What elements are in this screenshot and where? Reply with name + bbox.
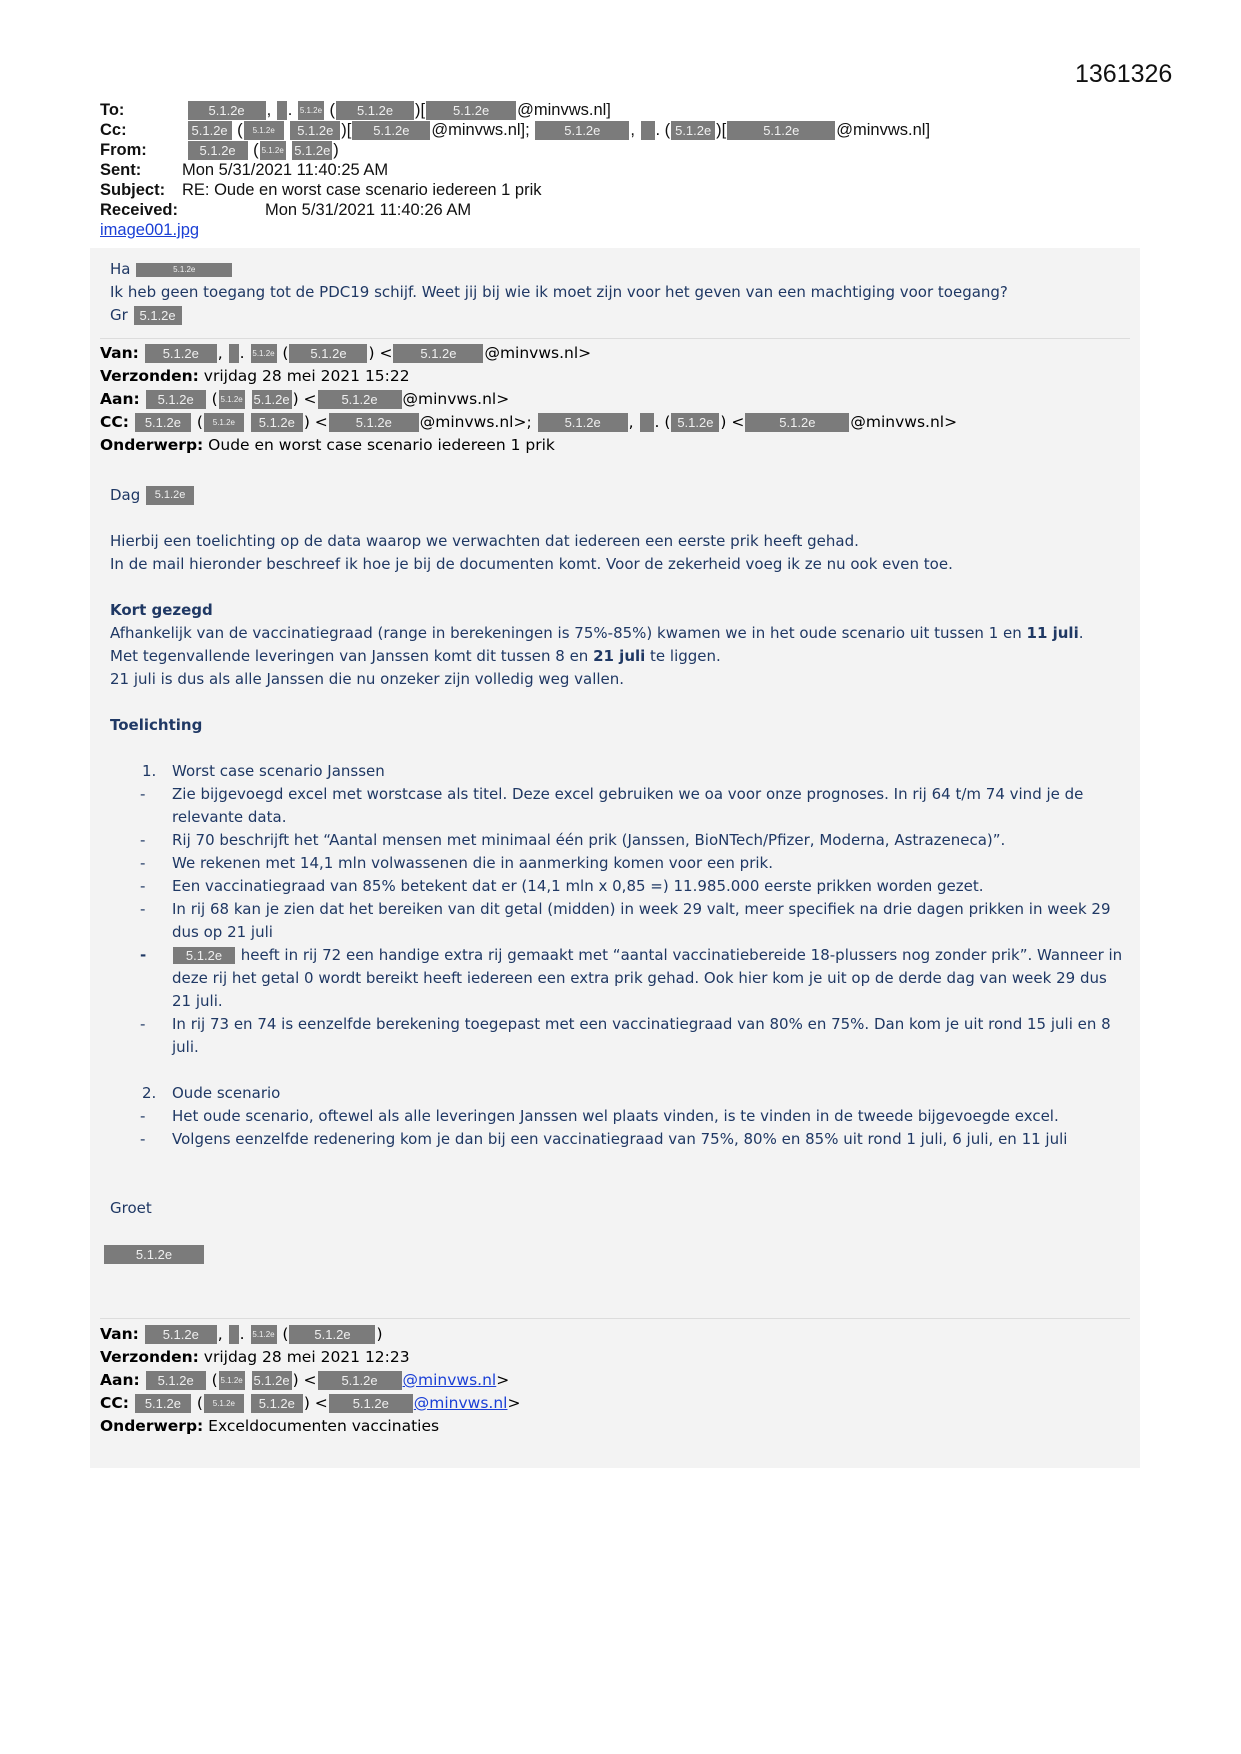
redaction: 5.1.2e	[188, 141, 248, 160]
verzonden-value: vrijdag 28 mei 2021 15:22	[203, 367, 410, 385]
kort-line-1: Afhankelijk van de vaccinatiegraad (range in berekeningen is 75%-85%) kwamen we in het oude scenario uit tussen 1 en 11 juli.	[110, 624, 1084, 642]
redaction: 5.1.2e	[393, 344, 483, 363]
onderwerp-label: Onderwerp:	[100, 436, 204, 454]
redaction: 5.1.2e	[135, 1394, 191, 1413]
redaction: 5.1.2e	[535, 121, 629, 140]
van-label: Van:	[100, 344, 139, 362]
sent-value: Mon 5/31/2021 11:40:25 AM	[182, 161, 389, 179]
redaction	[640, 413, 654, 432]
redaction: 5.1.2e	[145, 1325, 217, 1344]
mail2-van-line: Van: 5.1.2e , . 5.1.2e ( 5.1.2e )	[100, 1325, 383, 1343]
verzonden-value: vrijdag 28 mei 2021 12:23	[203, 1348, 410, 1366]
redaction: 5.1.2e	[336, 101, 414, 120]
aan-email-suffix: @minvws.nl>	[402, 390, 510, 408]
verzonden-label: Verzonden:	[100, 1348, 199, 1366]
redaction: 5.1.2e	[146, 1371, 206, 1390]
received-line	[100, 200, 471, 220]
redaction: 5.1.2e	[290, 121, 340, 140]
redaction: 5.1.2e	[289, 344, 367, 363]
separator	[100, 338, 1130, 339]
received-value: Mon 5/31/2021 11:40:26 AM	[265, 201, 472, 219]
redaction: 5.1.2e	[727, 121, 835, 140]
redaction: 5.1.2e	[329, 1394, 413, 1413]
redaction	[229, 1325, 239, 1344]
reply-greeting: Ha	[110, 260, 131, 278]
redaction: 5.1.2e	[135, 413, 191, 432]
reply-closing: Gr	[110, 306, 128, 324]
sent-label: Sent:	[100, 161, 142, 179]
redaction	[641, 121, 655, 140]
body-greeting-line	[110, 484, 1130, 507]
redaction: 5.1.2e	[188, 101, 266, 120]
redaction: 5.1.2e	[294, 143, 331, 159]
onderwerp-value: Oude en worst case scenario iedereen 1 prik	[208, 436, 555, 454]
redaction: 5.1.2e	[318, 390, 402, 409]
received-label: Received:	[100, 201, 178, 219]
verzonden-label: Verzonden:	[100, 367, 199, 385]
redaction: 5.1.2e	[146, 486, 194, 505]
redaction: 5.1.2e	[136, 263, 232, 277]
redaction: 5.1.2e	[745, 413, 849, 432]
attachment-line	[100, 220, 199, 240]
cc-email-suffix-2: @minvws.nl>	[850, 413, 958, 431]
redaction: 5.1.2e	[204, 1394, 244, 1413]
from-line: From: 5.1.2e ( 5.1.2e 5.1.2e )	[100, 141, 339, 159]
list-item: - Een vaccinatiegraad van 85% betekent dat er (14,1 mln x 0,85 =) 11.985.000 eerste prikken worden gezet.	[140, 877, 984, 895]
mail1-cc-line: CC: 5.1.2e ( 5.1.2e 5.1.2e ) < 5.1.2e @minvws.nl>; 5.1.2e , . ( 5.1.2e ) < 5.1.2e @minvws.nl>	[100, 413, 958, 431]
email-link[interactable]: @minvws.nl	[402, 1371, 497, 1389]
cc-label: Cc:	[100, 121, 127, 139]
redaction: 5.1.2e	[104, 1245, 204, 1264]
mail1-body	[110, 484, 1130, 1266]
separator	[100, 1318, 1130, 1319]
body-greeting: Dag	[110, 486, 141, 504]
redaction: 5.1.2e	[329, 413, 419, 432]
to-line: To: 5.1.2e , . 5.1.2e ( 5.1.2e )[ 5.1.2e @minvws.nl]	[100, 101, 611, 119]
sent-line	[100, 160, 388, 180]
cc-label: CC:	[100, 1394, 129, 1412]
list-item: - Het oude scenario, oftewel als alle leveringen Janssen wel plaats vinden, is te vinden in de tweede bijgevoegde excel.	[140, 1107, 1059, 1125]
mail2-aan-line: Aan: 5.1.2e ( 5.1.2e 5.1.2e ) < 5.1.2e @minvws.nl>	[100, 1371, 510, 1389]
onderwerp-value: Exceldocumenten vaccinaties	[208, 1417, 440, 1435]
subject-value: RE: Oude en worst case scenario iedereen 1 prik	[182, 181, 542, 199]
redaction: 5.1.2e	[219, 1371, 245, 1390]
list-item: - In rij 68 kan je zien dat het bereiken van dit getal (midden) in week 29 valt, meer specifiek na drie dagen prikken in week 29 dus op 21 juli	[140, 900, 1111, 941]
mail1-verzonden-line	[100, 365, 410, 388]
redaction: 5.1.2e	[134, 306, 182, 325]
onderwerp-label: Onderwerp:	[100, 1417, 204, 1435]
reply-greeting-line	[110, 258, 1130, 281]
list-item: - Volgens eenzelfde redenering kom je dan bij een vaccinatiegraad van 75%, 80% en 85% uit rond 1 juli, 6 juli, en 11 juli	[140, 1130, 1068, 1148]
mail2-cc-line: CC: 5.1.2e ( 5.1.2e 5.1.2e ) < 5.1.2e @minvws.nl>	[100, 1394, 521, 1412]
redaction: 5.1.2e	[538, 413, 628, 432]
mail2-verzonden-line	[100, 1346, 410, 1369]
list-item: - Zie bijgevoegd excel met worstcase als titel. Deze excel gebruiken we oa voor onze prognoses. In rij 64 t/m 74 vind je de relevante data.	[140, 785, 1084, 826]
email-link[interactable]: @minvws.nl	[413, 1394, 508, 1412]
redaction: 5.1.2e	[253, 1373, 290, 1388]
redaction: 5.1.2e	[219, 390, 245, 409]
list-item: - We rekenen met 14,1 mln volwassenen die in aanmerking komen voor een prik.	[140, 854, 773, 872]
redaction: 5.1.2e	[253, 392, 290, 407]
van-label: Van:	[100, 1325, 139, 1343]
list-item: - In rij 73 en 74 is eenzelfde berekening toegepast met een vaccinatiegraad van 80% en 75%. Dan kom je uit rond 15 juli en 8 juli.	[140, 1015, 1111, 1056]
redaction: 5.1.2e	[251, 1394, 303, 1413]
redaction: 5.1.2e	[145, 344, 217, 363]
cc-email-suffix-1: @minvws.nl>;	[419, 413, 532, 431]
redaction: 5.1.2e	[146, 390, 206, 409]
redaction: 5.1.2e	[244, 121, 284, 140]
reply-block	[110, 258, 1130, 327]
redaction	[277, 101, 287, 120]
cc-email-suffix-1: @minvws.nl];	[431, 121, 530, 139]
document-number: 1361326	[1075, 60, 1173, 88]
subject-line	[100, 180, 542, 200]
mail1-onderwerp-line	[100, 434, 555, 457]
redaction: 5.1.2e	[251, 344, 277, 363]
to-email-suffix: @minvws.nl]	[517, 101, 611, 119]
mail1-van-line: Van: 5.1.2e , . 5.1.2e ( 5.1.2e ) < 5.1.2e @minvws.nl>	[100, 344, 592, 362]
bold-date: 21 juli	[593, 647, 646, 665]
redaction: 5.1.2e	[251, 1325, 277, 1344]
attachment-link[interactable]: image001.jpg	[100, 221, 200, 239]
to-label: To:	[100, 101, 125, 119]
cc-email-suffix-2: @minvws.nl]	[836, 121, 931, 139]
kort-line-3: 21 juli is dus als alle Janssen die nu onzeker zijn volledig weg vallen.	[110, 670, 625, 688]
van-email-suffix: @minvws.nl>	[484, 344, 592, 362]
redaction: 5.1.2e	[204, 413, 244, 432]
redaction: 5.1.2e	[426, 101, 516, 120]
redaction: 5.1.2e	[260, 141, 286, 160]
redaction: 5.1.2e	[671, 121, 715, 140]
kort-heading: Kort gezegd	[110, 601, 213, 619]
cc-line: Cc: 5.1.2e ( 5.1.2e 5.1.2e )[ 5.1.2e @minvws.nl]; 5.1.2e , . ( 5.1.2e )[ 5.1.2e @minvws.nl]	[100, 121, 931, 139]
list-item: - 5.1.2e heeft in rij 72 een handige extra rij gemaakt met “aantal vaccinatiebereide 18-plussers nog zonder prik”. Wanneer in deze rij het getal 0 wordt bereikt heeft iedereen een extra prik gehad. Ook hier kom je uit op de derde dag van week 29 dus 21 juli.	[140, 946, 1123, 1010]
subject-label: Subject:	[100, 181, 166, 199]
intro-line-1: Hierbij een toelichting op de data waarop we verwachten dat iedereen een eerste prik heeft gehad.	[110, 532, 859, 550]
list-item: - Rij 70 beschrijft het “Aantal mensen met minimaal één prik (Janssen, BioNTech/Pfizer, Moderna, Astrazeneca)”.	[140, 831, 1006, 849]
intro-line-2: In de mail hieronder beschreef ik hoe je bij de documenten komt. Voor de zekerheid voeg ik ze nu ook even toe.	[110, 555, 953, 573]
mail1-aan-line: Aan: 5.1.2e ( 5.1.2e 5.1.2e ) < 5.1.2e @minvws.nl>	[100, 390, 510, 408]
reply-text: Ik heb geen toegang tot de PDC19 schijf. Weet jij bij wie ik moet zijn voor het geven van een machtiging voor toegang?	[110, 283, 1008, 301]
mail2-onderwerp-line	[100, 1415, 439, 1438]
redaction: 5.1.2e	[352, 121, 430, 140]
section-1-title: 1. Worst case scenario Janssen	[142, 762, 385, 780]
redaction	[229, 344, 239, 363]
redaction: 5.1.2e	[289, 1325, 375, 1344]
aan-label: Aan:	[100, 390, 140, 408]
bold-date: 11 juli	[1026, 624, 1079, 642]
kort-line-2: Met tegenvallende leveringen van Janssen komt dit tussen 8 en 21 juli te liggen.	[110, 647, 721, 665]
section-2-title: 2. Oude scenario	[142, 1084, 281, 1102]
redaction: 5.1.2e	[173, 947, 235, 964]
reply-closing-line	[110, 304, 1130, 327]
from-label: From:	[100, 141, 147, 159]
redaction: 5.1.2e	[298, 101, 324, 120]
toelichting-heading: Toelichting	[110, 716, 203, 734]
redaction: 5.1.2e	[318, 1371, 402, 1390]
aan-label: Aan:	[100, 1371, 140, 1389]
cc-label: CC:	[100, 413, 129, 431]
redaction: 5.1.2e	[251, 413, 303, 432]
groet: Groet	[110, 1199, 152, 1217]
redaction: 5.1.2e	[188, 121, 232, 140]
signature-line	[110, 1243, 1130, 1266]
redaction: 5.1.2e	[671, 413, 719, 432]
